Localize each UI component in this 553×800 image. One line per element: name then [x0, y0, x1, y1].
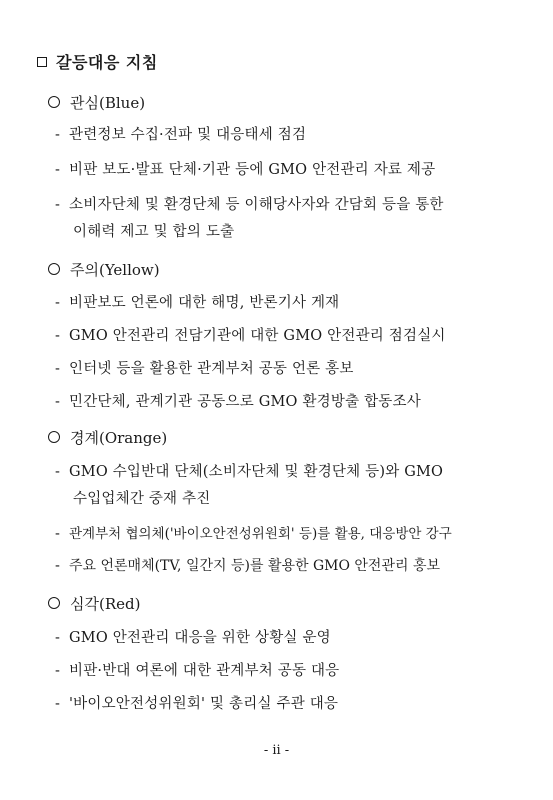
list-item [55, 158, 435, 179]
level-title-text: 심각(Red) [70, 595, 141, 613]
list-item-text: 비판 보도·발표 단체·기관 등에 GMO 안전관리 자료 제공 [69, 162, 436, 178]
dash-bullet: - [55, 361, 61, 377]
list-item [55, 357, 354, 378]
list-item-text: 수입업체간 중재 추진 [73, 491, 211, 507]
list-item-text: 민간단체, 관계기관 공동으로 GMO 환경방출 합동조사 [69, 394, 421, 410]
level-title-text: 경계(Orange) [70, 429, 168, 447]
page-number: - ii - [263, 743, 290, 758]
list-item-text: 인터넷 등을 활용한 관계부처 공동 언론 홍보 [69, 361, 354, 377]
list-item-text: '바이오안전성위원회' 및 총리실 주관 대응 [69, 696, 339, 712]
list-item [55, 193, 444, 214]
list-item [55, 324, 446, 345]
list-item [55, 659, 339, 680]
dash-bullet: - [55, 127, 61, 143]
list-item [55, 555, 440, 575]
list-item [55, 123, 306, 144]
list-item-text: 소비자단체 및 환경단체 등 이해당사자와 간담회 등을 통한 [69, 197, 444, 213]
circle-bullet-icon [48, 96, 60, 108]
dash-bullet: - [55, 696, 61, 712]
dash-bullet: - [55, 394, 61, 410]
list-item [55, 692, 338, 713]
list-item-text: 주요 언론매체(TV, 일간지 등)를 활용한 GMO 안전관리 홍보 [69, 558, 441, 574]
list-item-text: 관련정보 수집·전파 및 대응태세 점검 [69, 127, 307, 143]
dash-bullet: - [55, 558, 61, 574]
circle-bullet-icon [48, 431, 60, 443]
dash-bullet: - [55, 464, 61, 480]
level-blue-title [48, 92, 145, 113]
level-orange-title [48, 427, 167, 448]
dash-bullet: - [55, 328, 61, 344]
dash-bullet: - [55, 526, 61, 542]
level-yellow-title [48, 259, 160, 280]
list-item-text: 이해력 제고 및 합의 도출 [73, 224, 235, 240]
list-item [55, 626, 331, 647]
dash-bullet: - [55, 630, 61, 646]
dash-bullet: - [55, 295, 61, 311]
list-item-text: GMO 수입반대 단체(소비자단체 및 환경단체 등)와 GMO [69, 464, 444, 480]
list-item-continuation [73, 487, 210, 508]
list-item-text: 관계부처 협의체('바이오안전성위원회' 등)를 활용, 대응방안 강구 [69, 526, 452, 542]
list-item-text: 비판·반대 여론에 대한 관계부처 공동 대응 [69, 663, 340, 679]
list-item [55, 460, 443, 481]
dash-bullet: - [55, 663, 61, 679]
level-title-text: 관심(Blue) [70, 94, 146, 112]
dash-bullet: - [55, 162, 61, 178]
level-red-title [48, 593, 140, 614]
list-item-text: GMO 안전관리 전담기관에 대한 GMO 안전관리 점검실시 [69, 328, 446, 344]
list-item [55, 291, 339, 312]
list-item-text: 비판보도 언론에 대한 해명, 반론기사 게재 [69, 295, 340, 311]
section-heading-text: 갈등대응 지침 [56, 53, 158, 72]
level-title-text: 주의(Yellow) [70, 261, 160, 279]
section-heading [37, 50, 158, 73]
square-bullet-icon [37, 57, 47, 67]
circle-bullet-icon [48, 263, 60, 275]
list-item-continuation [73, 220, 234, 241]
circle-bullet-icon [48, 597, 60, 609]
dash-bullet: - [55, 197, 61, 213]
list-item [55, 522, 452, 542]
list-item [55, 390, 421, 411]
list-item-text: GMO 안전관리 대응을 위한 상황실 운영 [69, 630, 331, 646]
